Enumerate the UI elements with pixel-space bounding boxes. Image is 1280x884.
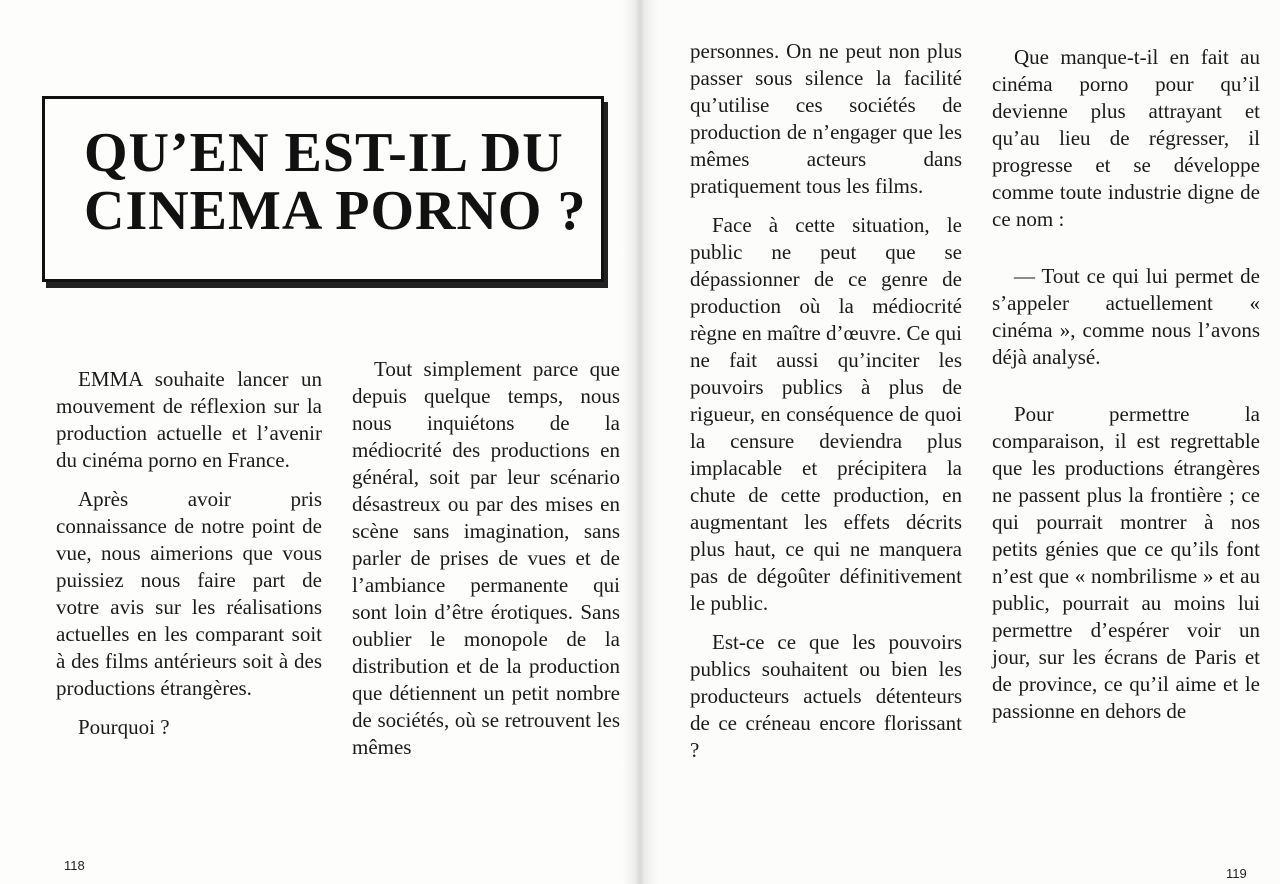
paragraph-emma: EMMA souhaite lancer un mouvement de réflexion sur la production actuelle et l’avenir du cinéma porno en France. bbox=[56, 367, 322, 472]
right-column-1 bbox=[690, 38, 962, 764]
paragraph-tout-ce-qui: — Tout ce qui lui permet de s’appeler actuellement « cinéma », comme nous l’avons déjà analysé. bbox=[992, 264, 1260, 369]
paragraph-pour-permettre: Pour permettre la comparaison, il est regrettable que les productions étrangères ne passent plus la frontière ; ce qui pourrait montrer à nos petits génies que ce qu’ils font n’est que « nombrilisme » et au public, pourrait au moins lui permettre d’espérer voir un jour, sur les écrans de Paris et de province, ce qu’il aime et le passionne en dehors de bbox=[992, 402, 1260, 723]
paragraph-face: Face à cette situation, le public ne peut que se dépassionner de ce genre de production où la médiocrité règne en maître d’œuvre. Ce qui ne fait aussi qu’inciter les pouvoirs publics à plus de rigueur, en conséquence de quoi la censure deviendra plus implacable et précipitera la chute de cette production, en augmentant les effets décrits plus haut, ce qui ne manquera pas de dégoûter définitivement le public. bbox=[690, 213, 962, 615]
paragraph-tout-simplement: Tout simplement parce que depuis quelque temps, nous nous inquiétons de la médiocrité des productions en général, soit par leur scénario désastreux ou par des mises en scène sans imagination, sans parler de prises de vues et de l’ambiance permanente qui sont loin d’être érotiques. Sans oublier le monopole de la distribution et de la production que détiennent un petit nombre de sociétés, où se retrouvent les mêmes bbox=[352, 357, 620, 759]
title-line-2: CINEMA PORNO ? bbox=[84, 180, 587, 242]
paragraph-apres: Après avoir pris connaissance de notre point de vue, nous aimerions que vous puissiez nous faire part de votre avis sur les réalisations actuelles en les comparant soit à des films antérieurs soit à des productions étrangères. bbox=[56, 487, 322, 700]
title-line-1: QU’EN EST-IL DU bbox=[84, 122, 564, 184]
paragraph-que-manque: Que manque-t-il en fait au cinéma porno pour qu’il devienne plus attrayant et qu’au lieu de régresser, il progresse et se développe comme toute industrie digne de ce nom : bbox=[992, 45, 1260, 231]
left-column-2 bbox=[352, 356, 620, 761]
paragraph-est-ce: Est-ce ce que les pouvoirs publics souhaitent ou bien les producteurs actuels détenteurs de ce créneau encore florissant ? bbox=[690, 630, 962, 762]
paragraph-pourquoi: Pourquoi ? bbox=[78, 715, 170, 739]
book-gutter bbox=[622, 0, 658, 884]
right-page bbox=[640, 0, 1280, 884]
page-number-left: 118 bbox=[64, 858, 85, 873]
left-column-1 bbox=[56, 366, 322, 741]
page-number-right: 119 bbox=[1226, 866, 1247, 881]
right-column-2 bbox=[992, 44, 1260, 725]
article-title bbox=[84, 124, 586, 240]
paragraph-personnes: personnes. On ne peut non plus passer sous silence la facilité qu’utilise ces sociétés de production de n’engager que les mêmes acteurs dans pratiquement tous les films. bbox=[690, 39, 962, 198]
